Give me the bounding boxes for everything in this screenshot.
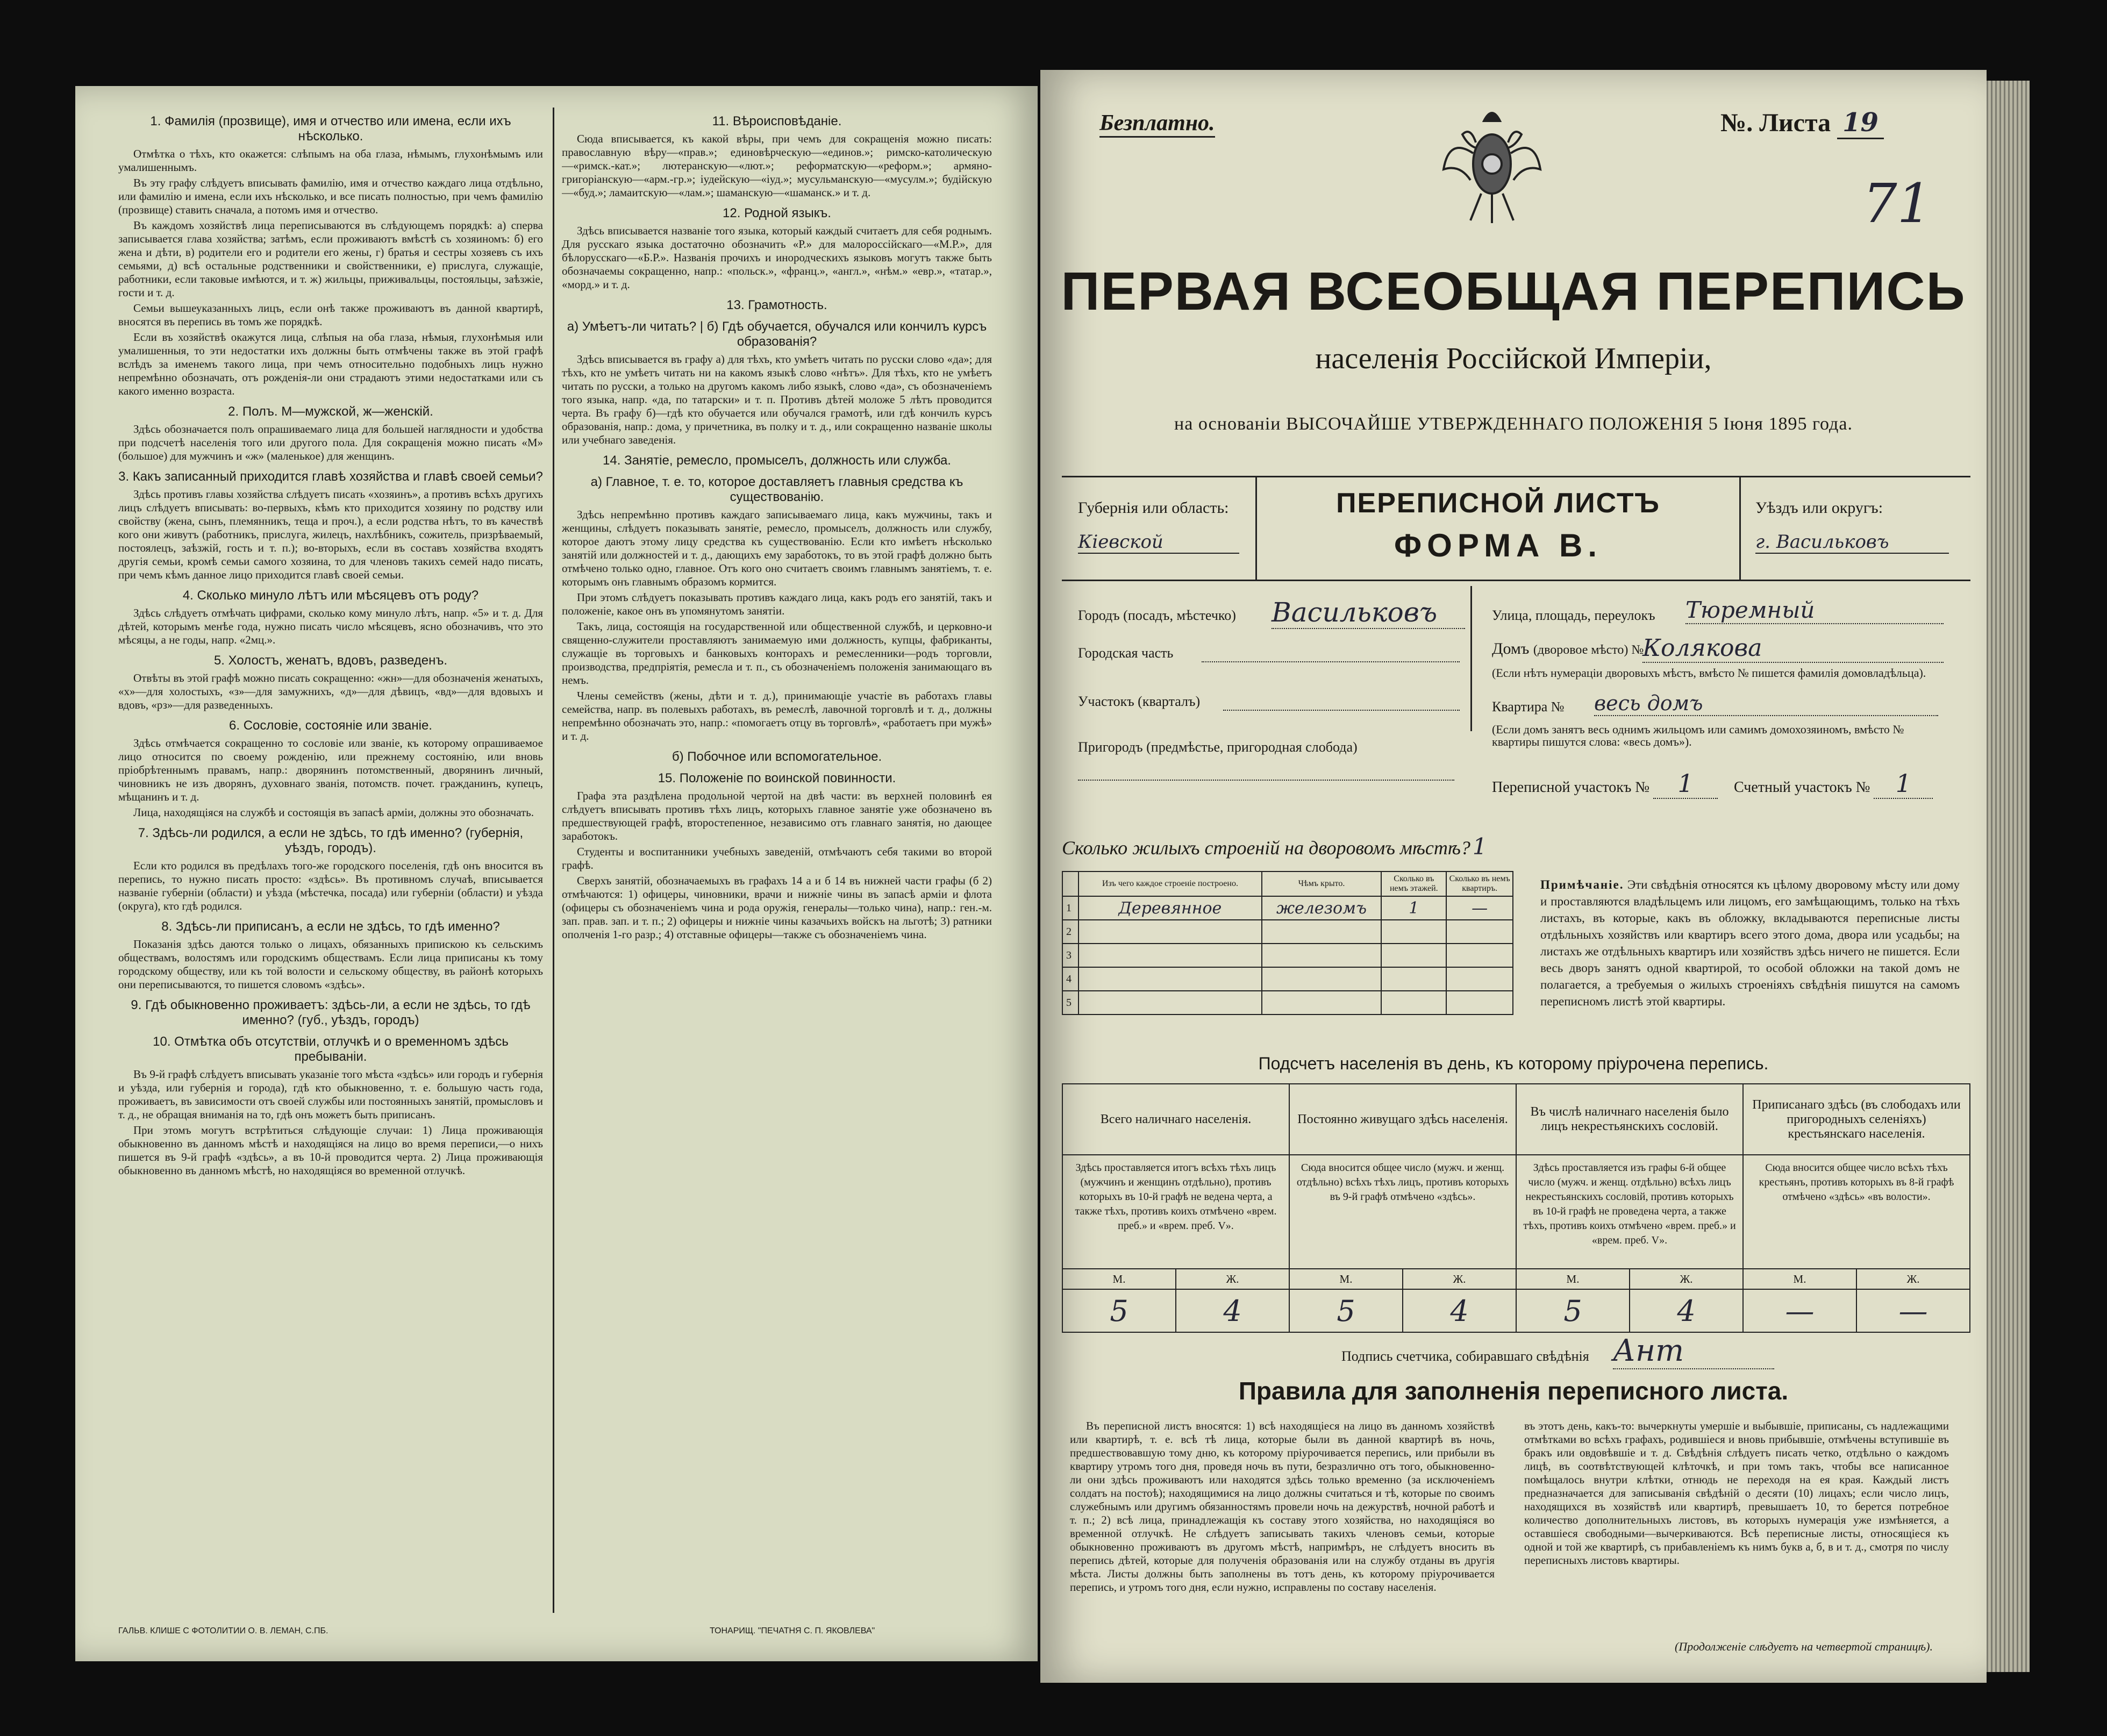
buildings-cell-n: 2 [1062,920,1079,944]
instruction-paragraph: Здѣсь отмѣчается сокращенно то сословіе или званіе, къ которому опрашиваемое лицо относится по своему рожденію, или прежнему состоянію, или вновь пріобрѣтеннымъ правамъ, напр.: дворянинъ потомственный, дворянинъ личный, чиновникъ не изъ дворянъ, духовнаго званія, потомств. почет. гражданинъ, купецъ, мѣщанинъ и т. д. [118,737,543,803]
double-headed-eagle-emblem [1438,105,1546,228]
free-label: Безплатно. [1099,110,1215,138]
instruction-paragraph: Лица, находящіяся на службѣ и состоящія въ запасѣ арміи, должны это обозначать. [133,806,534,819]
apartment-value: весь домъ [1594,691,1938,716]
census-title: ПЕРВАЯ ВСЕОБЩАЯ ПЕРЕПИСЬ [1061,261,1966,322]
population-count-value: 5 [1516,1289,1630,1332]
house-label-sub: (дворовое мѣсто) № [1533,643,1644,657]
sex-label: М. [1289,1269,1403,1289]
buildings-column-header: Изъ чего каждое строеніе построено. [1079,871,1261,896]
buildings-cell-floors [1381,991,1446,1015]
house-note: (Если нѣтъ нумераціи дворовыхъ мѣстъ, вмѣсто № пишется фамилія домовладѣльца). [1492,666,1926,680]
instruction-paragraph: Здѣсь слѣдуетъ отмѣчать цифрами, сколько кому минуло лѣтъ, напр. «5» и т. д. Для дѣтей, которымъ менѣе года, нужно писать число мѣсяцевъ, ясно обозначивъ, что это мѣсяцы, а не годы, напр. «2мц.». [118,606,543,646]
section-label: Участокъ (кварталъ) [1078,694,1201,709]
instruction-paragraph: Сверхъ занятій, обозначаемыхъ въ графахъ 14 а и б 14 въ нижней части графы (б 2) отмѣчаются: 1) офицеры, чиновники, врачи и нижніе чины въ запасѣ арміи и флота (офицеры съ обозначеніемъ чина и рода оружія, генералы—только чина), напр.: ген.-м. зап. прав. зап. и т. п.; 2) офицеры и нижніе чины казачьихъ войскъ на льготѣ; 3) ратники ополченія 1-го разр.; 4) отставные офицеры—также съ обозначеніемъ чина. [562,874,992,941]
instruction-paragraph: Въ каждомъ хозяйствѣ лица переписываются въ слѣдующемъ порядкѣ: а) сперва записывается глава хозяйства; затѣмъ, если проживаютъ вмѣстѣ съ хозяиномъ: б) его жена и дѣти, в) родители его и родители его жены, г) братья и сестры хозяевъ съ ихъ семьями, д) всѣ остальные родственники и свойственники, е) прислуга, служащіе, работники, если таковые имѣются, и т. ж) жильцы, приживальцы, постояльцы, заѣзжіе, гости и т. д. [118,219,543,299]
buildings-row [1062,944,1513,967]
population-count-value: 5 [1062,1289,1176,1332]
instruction-paragraph: Здѣсь вписывается названіе того языка, который каждый считаетъ для себя роднымъ. Для русскаго языка достаточно обозначить «Р.» для малороссійскаго—«М.Р.», для бѣлорусскаго—«Б.Р.». Названія прочихъ и инородческихъ языковъ могутъ также быть обозначаемы сокращенно, напр.: «польск.», «франц.», «англ.», «нѣм.» «евр.», «татар.», «морд.» и т. д. [562,224,992,291]
buildings-cell-apts [1446,991,1513,1015]
form-header-block [1062,476,1970,581]
buildings-cell-roof [1262,920,1382,944]
sheet-number-field [1720,108,1884,138]
apartment-note: (Если домъ занятъ весь однимъ жильцомъ или самимъ домохозяиномъ, вмѣсто № квартиры пишутся слова: «весь домъ»). [1492,723,1904,748]
buildings-cell-roof [1262,967,1382,991]
rules-text-right: въ этотъ день, какъ-то: вычеркнуты умершіе и выбывшіе, приписаны, съ надлежащими отмѣтками во всѣхъ графахъ, родившіеся и вновь прибывшіе, отмѣчены вступившіе въ бракъ или овдовѣвшіе и т. д. Свѣдѣнія слѣдуетъ писать четко, отдѣльно о каждомъ лицѣ, въ соотвѣтствующей клѣточкѣ, и при томъ такъ, чтобы все написанное помѣщалось внутри клѣтки, отнюдь не переходя на ея края. Каждый листъ предназначается для записыванія свѣдѣній о десяти (10) лицахъ; если число лицъ, находящихся въ хозяйствѣ или квартирѣ, превышаетъ 10, то берется потребное количество дополнительныхъ листовъ, въ которыхъ нумерація уже измѣняется, а оставшіеся свободными—вычеркиваются. Всѣ переписные листы, относящіеся къ одной и той же квартирѣ, съ прибавленіемъ къ нимъ букв а, б, в и т. д., смотря по числу переписныхъ листовъ квартиры. [1524,1419,1949,1567]
instruction-paragraph: Здѣсь непремѣнно противъ каждаго записываемаго лица, какъ мужчины, такъ и женщины, слѣдуетъ показывать занятіе, ремесло, промыселъ, должность или службу, которое даютъ этому лицу средства къ существованію. Если кто имѣетъ нѣсколько занятій или должностей и т. д., дающихъ ему заработокъ, то въ этой графѣ должно быть отмѣчено только одно, главное. Отъ кого оно считаетъ своимъ главнымъ занятіемъ, т. е. которымъ онъ главнымъ образомъ кормится. [562,508,992,588]
section-heading: 9. Гдѣ обыкновенно проживаетъ: здѣсь-ли, а если не здѣсь, то гдѣ именно? (губ., уѣздъ, городъ) [131,998,531,1027]
census-legal-basis: на основаніи ВЫСОЧАЙШЕ УТВЕРЖДЕННАГО ПОЛОЖЕНІЯ 5 Іюня 1895 года. [1174,414,1853,434]
population-count-value: 4 [1176,1289,1289,1332]
buildings-cell-material [1079,944,1261,967]
instruction-paragraph: Сюда вписывается, къ какой вѣры, при чемъ для сокращенія можно писать: православную вѣру—«прав.»; единовѣрческую—«единов.»; римско-католическую—«римск.-кат.»; лютеранскую—«лют.»; реформатскую—«реформ.»; армяно-григоріанскую—«арм.-гр.»; іудейскую—«іуд.»; мусульманскую—«мусулм.»; будійскую—«буд.»; ламаитскую—«лам.»; шаманскую—«шаманск.» и т. д. [562,132,992,199]
district-label: Уѣздъ или округъ: [1755,499,1883,517]
instruction-paragraph: Показанія здѣсь даются только о лицахъ, обязанныхъ припискою къ сельскимъ обществамъ, волостямъ или городскимъ обществамъ. Если лица приписаны къ тому городскому обществу, или къ той волости и сельскому обществу, въ районѣ которыхъ они переписываются, то пишется словомъ «здѣсь». [118,938,543,991]
buildings-cell-roof: железомъ [1262,896,1382,920]
population-table-descriptions [1062,1155,1970,1269]
section-heading: 1. Фамилія (прозвище), имя и отчество или имена, если ихъ нѣсколько. [150,114,511,144]
city-label: Городъ (посадъ, мѣстечко) [1078,608,1236,623]
book-page-edges [1984,81,2030,1672]
instruction-paragraph: Если кто родился въ предѣлахъ того-же городского поселенія, гдѣ онъ вносится въ перепись, то нужно писать просто: «здѣсь». Въ противномъ случаѣ, вписывается названіе губерніи (области) и уѣзда (мѣстечка, посада) или губерніи (области) и уѣзда (округа), кто гдѣ родился. [118,859,543,912]
buildings-table-header [1062,871,1513,896]
population-column-head: Постоянно живущаго здѣсь населенія. [1289,1084,1516,1155]
sex-label: Ж. [1403,1269,1516,1289]
instruction-paragraph: Члены семействъ (жены, дѣти и т. д.), принимающіе участіе въ работахъ главы семейства, напр. въ полевыхъ работахъ, въ ремеслѣ, лавочной торговлѣ и т. д., должны непремѣнно обозначать это, напр.: «помогаетъ отцу въ торговлѣ», «работаетъ при мужѣ» и т. д. [562,689,992,742]
continued-note: (Продолженіе слѣдуетъ на четвертой страницѣ). [1675,1640,1933,1653]
buildings-row [1062,967,1513,991]
buildings-question-row [1062,833,1546,860]
buildings-cell-floors [1381,920,1446,944]
address-block [1062,586,1970,833]
instruction-paragraph: Въ эту графу слѣдуетъ вписывать фамилію, имя и отчество каждаго лица отдѣльно, или фамилію и имена, если ихъ нѣсколько, и все писать полностью, при чемъ фамилію (прозвище) ставить сначала, а потомъ имя и отчество. [118,176,543,216]
buildings-count-value: 1 [1472,833,1487,860]
city-part-value-line [1202,661,1460,662]
population-table-sex-row [1062,1269,1970,1289]
buildings-cell-floors [1381,967,1446,991]
population-count-value: — [1856,1289,1970,1332]
printer-imprint-right: ТОНАРИЩ. "ПЕЧАТНЯ С. П. ЯКОВЛЕВА" [710,1626,875,1635]
note-text: Эти свѣдѣнія относятся къ цѣлому дворовому мѣсту или дому и проставляются владѣльцемъ или лицомъ, его замѣщающимъ, только на тѣхъ листахъ, въ которые, какъ въ обложку, вкладываются переписные листы отдѣльныхъ хозяйствъ или квартиръ всего этого дома, двора или усадьбы; на листахъ же отдѣльныхъ квартиръ или хозяйствъ здѣсь ничего не пишется. Если весь дворъ занятъ одной квартирой, то особой обложки на такой домъ не полагается, а требуемыя о жилыхъ строеніяхъ свѣдѣнія пишутся на самомъ переписномъ листѣ этой квартиры. [1540,878,1960,1008]
note-label: Примѣчаніе. [1540,878,1624,891]
signature-label: Подпись счетчика, собиравшаго свѣдѣнія [1341,1348,1589,1364]
sex-label: М. [1062,1269,1176,1289]
sex-label: Ж. [1630,1269,1743,1289]
street-value: Тюремный [1685,597,1944,624]
buildings-question: Сколько жилыхъ строеній на дворовомъ мѣстѣ? [1062,837,1470,859]
instruction-paragraph: Если въ хозяйствѣ окажутся лица, слѣпыя на оба глаза, нѣмыя, глухонѣмыя или умалишенныя, то эти недостатки ихъ должны быть отмѣчены также въ этой графѣ вслѣдъ за именемъ такого лица, при чемъ относительно подобныхъ лицъ нужно непремѣнно обозначать, отъ рожденія-ли они страдаютъ этими недостатками или съ какого именно возраста. [118,331,543,397]
street-label: Улица, площадь, переулокъ [1492,608,1655,623]
buildings-cell-roof [1262,944,1382,967]
section-heading: а) Умѣетъ-ли читать? | б) Гдѣ обучается, обучался или кончилъ курсъ образованія? [567,319,987,349]
count-section-label: Счетный участокъ № [1734,779,1870,796]
section-heading: 11. Вѣроисповѣданіе. [712,114,842,128]
instruction-paragraph: Здѣсь противъ главы хозяйства слѣдуетъ писать «хозяинъ», а противъ всѣхъ другихъ лицъ слѣдуетъ вписывать: во-первыхъ, кѣмъ кто приходится хозяину по родству или свойству (жена, сынъ, племянникъ, теща и проч.), а если родства нѣтъ, то въ качествѣ кого они живутъ (работникъ, прислуга, жилецъ, нахлѣбникъ, сожитель, призрѣваемый, постоялецъ, заѣзжій, гость и т. п.); во-вторыхъ, если въ составъ хозяйства входятъ другія семьи, кромѣ семьи самого хозяина, то для членовъ такихъ семей надо писать, при чемъ кѣмъ данное лицо приходится главѣ своей семьи. [118,488,543,581]
instructions-column-2 [562,108,992,1613]
suburb-value-line [1078,780,1454,781]
suburb-label: Пригородъ (предмѣстье, пригородная слобода) [1078,739,1358,755]
census-section-field [1492,769,1718,799]
population-table [1062,1083,1970,1333]
section-heading: 15. Положеніе по воинской повинности. [658,771,896,785]
buildings-cell-n: 5 [1062,991,1079,1015]
instruction-paragraph: Студенты и воспитанники учебныхъ заведеній, отмѣчаютъ себя такими во второй графѣ. [562,845,992,871]
population-title: Подсчетъ населенія въ день, къ которому пріурочена перепись. [1258,1054,1769,1073]
city-part-label: Городская часть [1078,645,1174,661]
rules-text-left: Въ переписной листъ вносятся: 1) всѣ находящіеся на лицо въ данномъ хозяйствѣ или квартирѣ, т. е. всѣ тѣ лица, которые были въ данной квартирѣ въ ночь, предшествовавшую тому дню, къ которому пріурочивается перепись, или прибыли въ квартиру утромъ того дня, проведя ночь въ пути, безразлично отъ того, обыкновенно-ли они здѣсь проживаютъ или находятся здѣсь только временно (за исключеніемъ солдатъ на постоѣ); находящимися на лицо должны считаться и тѣ, которые по своимъ служебнымъ или другимъ обязанностямъ провели ночь на дежурствѣ, ночной работѣ и т. п.; 2) всѣ лица, принадлежащія къ составу этого хозяйства, но находящіяся во временной отлучкѣ. Не слѣдуетъ записывать такихъ членовъ семьи, которые обыкновенно проживаютъ въ другомъ мѣстѣ, напримѣръ, не слѣдуетъ вносить въ перепись дѣтей, которые для полученія образованія или на службу отданы въ другія мѣста. Листы должны быть заполнены въ тотъ день, къ которому пріурочивается перепись, и утромъ того дня, если нужно, исправлены по составу населенія. [1070,1419,1495,1594]
sheet-number-value: 19 [1837,108,1884,139]
section-heading: 7. Здѣсь-ли родился, а если не здѣсь, то гдѣ именно? (губернія, уѣздъ, городъ). [138,826,524,855]
instruction-paragraph: Отвѣты въ этой графѣ можно писать сокращенно: «жн»—для обозначенія женатыхъ, «х»—для холостыхъ, «з»—для замужнихъ, «д»—для дѣвицъ, «вд»—для вдовыхъ и вдовъ, «рз»—для разведенныхъ. [118,671,543,711]
buildings-cell-apts [1446,920,1513,944]
population-column-description: Здѣсь проставляется изъ графы 6-й общее число (мужч. и женщ. отдѣльно) всѣхъ лицъ некрестьянскихъ сословій, противъ которыхъ въ 10-й графѣ не проведена черта, а также тѣхъ, противъ коихъ отмѣчено «врем. преб.» и «врем. преб. V». [1516,1155,1743,1269]
address-divider [1470,586,1472,731]
column-divider [553,108,554,1613]
buildings-cell-material [1079,920,1261,944]
house-field [1492,640,1644,658]
section-value-line [1223,710,1460,711]
district-value: г. Васильковъ [1755,531,1949,554]
buildings-cell-roof [1262,991,1382,1015]
section-heading: 8. Здѣсь-ли приписанъ, а если не здѣсь, то гдѣ именно? [161,919,500,934]
instruction-paragraph: Здѣсь вписывается въ графу а) для тѣхъ, кто умѣетъ читать по русски слово «да»; для тѣхъ, кто не умѣетъ читать ни на какомъ языкѣ слово «нѣтъ». Для тѣхъ, кто не умѣетъ читать по русски, а только на другомъ какомъ либо языкѣ, слово «да», съ обозначеніемъ того языка, напр. «да, по татарски» и т. п. Противъ дѣтей моложе 5 лѣтъ проводится черта. Въ графу б)—гдѣ кто обучается или обучался грамотѣ, или гдѣ кончилъ курсъ образованія, напр.: дома, у причетника, въ полку и т. д., или сокращенно названіе школы или учебнаго заведенія. [562,353,992,446]
province-label: Губернія или область: [1078,499,1229,517]
buildings-cell-apts [1446,967,1513,991]
instruction-paragraph: При этомъ могутъ встрѣтиться слѣдующіе случаи: 1) Лица проживающія обыкновенно въ данномъ мѣстѣ и находящіяся на лицо во время переписи,—о нихъ пишется въ 9-й графѣ «здѣсь», а въ 10-й проводится черта. 2) Лица проживающія обыкновенно въ данномъ мѣстѣ, но находящіяся во временной отлучкѣ. [118,1124,543,1177]
section-heading: 5. Холостъ, женатъ, вдовъ, разведенъ. [213,653,448,668]
buildings-column-header: Сколько въ немъ этажей. [1381,871,1446,896]
census-subtitle: населенія Россійской Имперіи, [1315,342,1712,375]
sex-label: М. [1743,1269,1856,1289]
buildings-number-header [1062,871,1079,896]
house-value: Колякова [1642,634,1944,663]
archive-folio-mark: 71 [1863,172,1932,235]
buildings-column-header: Чѣмъ крыто. [1262,871,1382,896]
section-heading: 4. Сколько минуло лѣтъ или мѣсяцевъ отъ роду? [182,588,479,603]
population-column-description: Здѣсь проставляется итогъ всѣхъ тѣхъ лицъ (мужчинъ и женщинъ отдѣльно), противъ которыхъ въ 10-й графѣ не ведена черта, а также тѣхъ, противъ коихъ отмѣчено «врем. преб.» и «врем. преб. V». [1062,1155,1289,1269]
section-heading: б) Побочное или вспомогательное. [672,749,882,764]
population-table-heads [1062,1084,1970,1155]
signature-row [1341,1333,1933,1369]
sex-label: Ж. [1856,1269,1970,1289]
instructions-column-1 [118,108,543,1613]
section-heading: 13. Грамотность. [726,298,827,312]
instruction-paragraph: При этомъ слѣдуетъ показывать противъ каждаго лица, какъ родъ его занятій, такъ и положеніе, какое онъ въ упомянутомъ занятіи. [562,591,992,617]
buildings-cell-n: 3 [1062,944,1079,967]
section-heading: 14. Занятіе, ремесло, промыселъ, должность или служба. [603,453,951,468]
population-column-description: Сюда вносится общее число (мужч. и женщ. отдѣльно) всѣхъ тѣхъ лицъ, противъ которыхъ въ 9-й графѣ отмѣчено «здѣсь». [1289,1155,1516,1269]
form-title-line-1: ПЕРЕПИСНОЙ ЛИСТЪ [1336,488,1660,519]
sex-label: Ж. [1176,1269,1289,1289]
city-value: Васильковъ [1272,597,1465,629]
instruction-paragraph: Семьи вышеуказанныхъ лицъ, если онѣ также проживаютъ въ данной квартирѣ, вносятся въ перепись въ томъ же порядкѣ. [118,302,543,328]
buildings-cell-material [1079,967,1261,991]
instruction-paragraph: Такъ, лица, состоящія на государственной или общественной службѣ, и церковно-и священно-служители проставляютъ занимаемую ими должность, купцы, фабриканты, служащіе въ торговыхъ и банковыхъ конторахъ и ремесленники—родъ торговли, производства, предпріятія, ремесла и т. п., съ обозначеніемъ положенія занимающаго въ немъ. [562,620,992,687]
population-column-head: Въ числѣ наличнаго населенія было лицъ некрестьянскихъ сословій. [1516,1084,1743,1155]
section-heading: а) Главное, т. е. то, которое доставляетъ главныя средства къ существованію. [590,475,963,504]
population-table-values [1062,1289,1970,1332]
population-count-value: 4 [1403,1289,1516,1332]
house-label: Домъ [1492,640,1530,658]
section-heading: 2. Полъ. М—мужской, ж—женскій. [228,404,433,419]
instruction-paragraph: Въ 9-й графѣ слѣдуетъ вписывать указаніе того мѣста «здѣсь» или городъ и губернія и уѣзда, или губернія и города), гдѣ кто обыкновенно, т. е. большую часть года, проживаетъ, въ зависимости отъ своей службы или постоянныхъ занятій, промысловъ и т. д., не обращая вниманія на то, гдѣ онъ можетъ быть приписанъ. [118,1068,543,1121]
census-section-label: Переписной участокъ № [1492,779,1650,796]
buildings-cell-n: 1 [1062,896,1079,920]
population-column-head: Приписанаго здѣсь (въ слободахъ или пригородныхъ селеніяхъ) крестьянскаго населенія. [1743,1084,1970,1155]
counter-signature: Ант [1613,1333,1774,1369]
buildings-cell-material [1079,991,1261,1015]
population-column-head: Всего наличнаго населенія. [1062,1084,1289,1155]
sheet-number-label: №. Листа [1720,109,1831,137]
population-count-value: 4 [1630,1289,1743,1332]
rules-title: Правила для заполненія переписного листа. [1238,1377,1789,1405]
buildings-cell-material: Деревянное [1079,896,1261,920]
buildings-row [1062,991,1513,1015]
form-title-line-2: ФОРМА В. [1394,527,1603,563]
buildings-cell-n: 4 [1062,967,1079,991]
buildings-cell-floors [1381,944,1446,967]
sex-label: М. [1516,1269,1630,1289]
section-heading: 3. Какъ записанный приходится главѣ хозяйства и главѣ своей семьи? [118,469,543,484]
count-section-field [1734,769,1933,799]
buildings-cell-apts: — [1446,896,1513,920]
buildings-table [1062,871,1513,1015]
buildings-row [1062,896,1513,920]
section-heading: 6. Сословіе, состояніе или званіе. [229,718,432,733]
buildings-row [1062,920,1513,944]
buildings-note [1540,876,1960,1010]
census-section-value: 1 [1653,769,1718,799]
province-value: Кіевской [1078,531,1239,554]
right-page [1040,70,1987,1683]
count-section-value: 1 [1874,769,1933,799]
buildings-cell-apts [1446,944,1513,967]
population-column-description: Сюда вносится общее число всѣхъ тѣхъ крестьянъ, противъ которыхъ въ 8-й графѣ отмѣчено «здѣсь» «въ волости». [1743,1155,1970,1269]
instruction-paragraph: Здѣсь обозначается полъ опрашиваемаго лица для большей наглядности и удобства при подсчетѣ населенія того или другого пола. Для сокращенія можно писать «М» (большое) для мужчинъ и «ж» (маленькое) для женщинъ. [118,423,543,462]
left-page [75,86,1038,1661]
instruction-paragraph: Графа эта раздѣлена продольной чертой на двѣ части: въ верхней половинѣ ея слѣдуетъ вписывать противъ тѣхъ лицъ, которыхъ главное занятіе уже обозначено въ предшествующей графѣ, второстепенное, независимо отъ главнаго занятія, но дающее заработокъ. [562,789,992,842]
buildings-cell-floors: 1 [1381,896,1446,920]
instruction-paragraph: Отмѣтка о тѣхъ, кто окажется: слѣпымъ на оба глаза, нѣмымъ, глухонѣмымъ или умалишеннымъ. [118,147,543,174]
population-count-value: 5 [1289,1289,1403,1332]
section-heading: 12. Родной языкъ. [723,206,831,220]
population-count-value: — [1743,1289,1856,1332]
section-heading: 10. Отмѣтка объ отсутствіи, отлучкѣ и о временномъ здѣсь пребываніи. [153,1034,509,1064]
apartment-label: Квартира № [1492,699,1565,715]
printer-imprint-left: ГАЛЬВ. КЛИШЕ С ФОТОЛИТИИ О. В. ЛЕМАН, С.ПБ. [118,1626,328,1635]
buildings-column-header: Сколько въ немъ квартиръ. [1446,871,1513,896]
